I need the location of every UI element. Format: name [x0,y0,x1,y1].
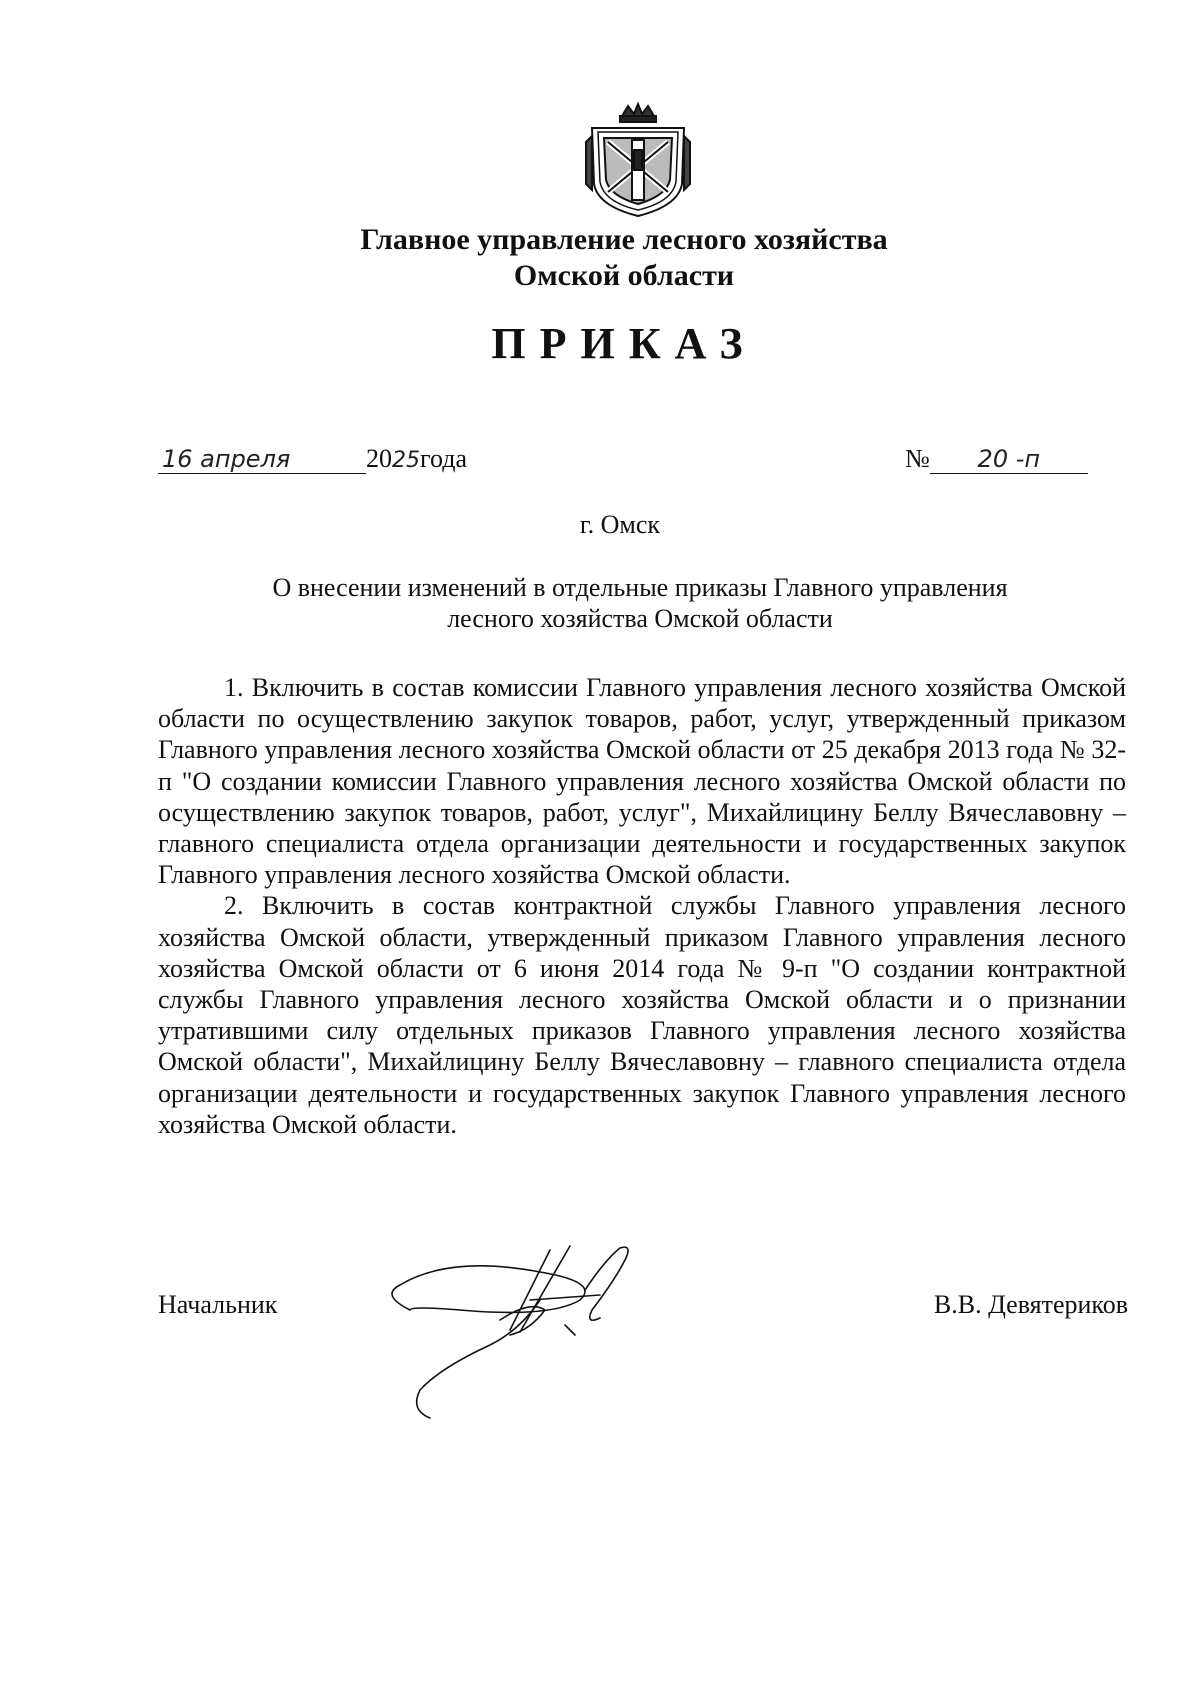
document-number [905,444,1088,474]
subject-line-1: О внесении изменений в отдельные приказы Главного управления [272,573,1008,602]
organization-name [0,222,1200,294]
coat-of-arms-emblem [582,102,694,220]
handwritten-date: 16 апреля [158,445,366,474]
handwritten-year: 25 [392,448,420,473]
body-paragraph: 1. Включить в состав комиссии Главного управления лесного хозяйства Омской области по осуществлению закупок товаров, работ, услуг, утвержденный приказом Главного управления лесного хозяйства Омской области от 25 декабря 2013 года № 32-п "О создании комиссии Главного управления лесного хозяйства Омской области по осуществлению закупок товаров, работ, услуг", Михайлицину Беллу Вячеславовну – главного специалиста отдела организации деятельности и государственных закупок Главного управления лесного хозяйства Омской области. [158,673,1126,890]
document-type-title: ПРИКАЗ [491,319,757,368]
handwritten-signature [370,1240,710,1430]
subject-line-2: лесного хозяйства Омской области [447,604,833,633]
year-prefix: 20 [366,444,392,473]
signatory-position: Начальник [158,1290,278,1319]
year-suffix: года [420,444,468,473]
org-line-1: Главное управление лесного хозяйства [360,223,888,256]
document-date [158,444,467,475]
org-line-2: Омской области [513,259,735,292]
city: г. Омск [579,510,661,539]
number-sign: № [905,444,930,473]
signatory-name: В.В. Девятериков [933,1290,1128,1319]
body-paragraph: 2. Включить в состав контрактной службы Главного управления лесного хозяйства Омской области, утвержденный приказом Главного управления лесного хозяйства Омской области от 6 июня 2014 года № 9-п "О создании контрактной службы Главного управления лесного хозяйства Омской области и о признании утратившими силу отдельных приказов Главного управления лесного хозяйства Омской области", Михайлицину Беллу Вячеславовну – главного специалиста отдела организации деятельности и государственных закупок Главного управления лесного хозяйства Омской области. [158,891,1126,1139]
document-body [158,672,1126,1140]
handwritten-number: 20 -п [930,445,1088,474]
document-subject [200,572,1080,634]
